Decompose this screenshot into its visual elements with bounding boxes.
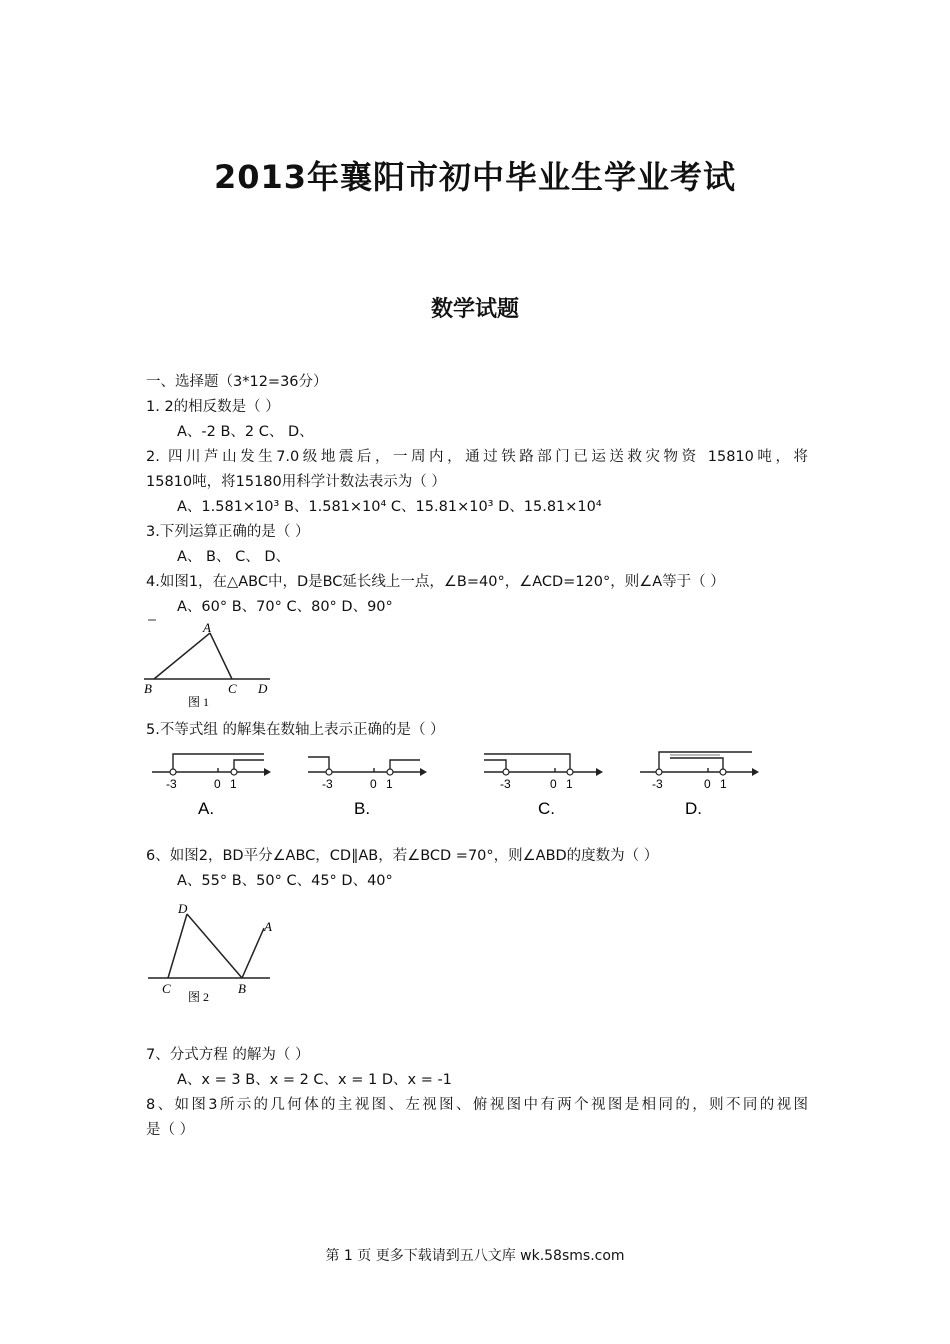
q1-stem: 1. 2的相反数是（ ）	[146, 399, 280, 415]
q6-stem: 6、如图2，BD平分∠ABC，CD∥AB，若∠BCD =70°，则∠ABD的度数为（ ）	[146, 848, 659, 864]
q4-options: A、60° B、70° C、80° D、90°	[177, 599, 393, 615]
c-tick-1: 1	[566, 777, 573, 791]
figure-2-diagram	[140, 898, 290, 1008]
a-choice-label: A.	[198, 799, 215, 818]
fig2-caption: 图 2	[188, 990, 210, 1004]
d-tick-0: 0	[704, 777, 711, 791]
fig2-label-d: D	[178, 901, 188, 916]
fig1-caption: 图 1	[188, 695, 210, 709]
fig1-label-b: B	[144, 681, 152, 696]
figure-1-triangle	[140, 616, 290, 716]
d-tick-1: 1	[720, 777, 727, 791]
a-tick-0: 0	[214, 777, 221, 791]
number-line-c	[484, 754, 603, 818]
q5-stem: 5.不等式组 的解集在数轴上表示正确的是（ ）	[146, 722, 445, 738]
exam-subtitle: 数学试题	[430, 297, 519, 322]
d-choice-label: D.	[685, 799, 702, 818]
fig2-label-a: A	[264, 919, 272, 934]
number-line-d	[640, 752, 759, 818]
c-tick-minus3: -3	[500, 777, 511, 791]
q5-number-lines	[140, 742, 780, 824]
number-line-b	[308, 757, 427, 818]
q8-line2: 是（ ）	[146, 1122, 195, 1138]
q3-stem: 3.下列运算正确的是（ ）	[146, 524, 310, 540]
fig1-label-c: C	[228, 681, 237, 696]
q6-options: A、55° B、50° C、45° D、40°	[177, 873, 393, 889]
fig1-label-d: D	[258, 681, 268, 696]
b-tick-0: 0	[370, 777, 377, 791]
c-choice-label: C.	[538, 799, 555, 818]
q1-options: A、-2 B、2 C、 D、	[177, 424, 314, 440]
fig1-label-a: A	[203, 620, 211, 635]
b-choice-label: B.	[354, 799, 371, 818]
q7-stem: 7、分式方程 的解为（ ）	[146, 1047, 310, 1063]
q4-stem: 4.如图1，在△ABC中，D是BC延长线上一点，∠B=40°，∠ACD=120°，则∠A等于（ ）	[146, 574, 725, 590]
b-tick-minus3: -3	[322, 777, 333, 791]
b-tick-1: 1	[386, 777, 393, 791]
section-heading: 一、选择题（3*12=36分）	[146, 374, 328, 390]
d-tick-minus3: -3	[652, 777, 663, 791]
fig2-label-b: B	[238, 981, 246, 996]
q2-line1: 2. 四川芦山发生7.0级地震后，一周内，通过铁路部门已运送救灾物资 15810吨，将	[146, 449, 808, 465]
q3-options: A、 B、 C、 D、	[177, 549, 290, 565]
q8-line1: 8、如图3所示的几何体的主视图、左视图、俯视图中有两个视图是相同的，则不同的视图	[146, 1097, 808, 1113]
fig2-label-c: C	[162, 981, 171, 996]
exam-title: 2013年襄阳市初中毕业生学业考试	[213, 158, 737, 196]
q7-options: A、x = 3 B、x = 2 C、x = 1 D、x = -1	[177, 1072, 452, 1088]
a-tick-minus3: -3	[166, 777, 177, 791]
q2-line2: 15810吨，将15180用科学计数法表示为（ ）	[146, 474, 446, 490]
c-tick-0: 0	[550, 777, 557, 791]
page-footer: 第 1 页 更多下载请到五八文库 wk.58sms.com	[325, 1248, 625, 1264]
a-tick-1: 1	[230, 777, 237, 791]
q2-options: A、1.581×10³ B、1.581×10⁴ C、15.81×10³ D、15.81×10⁴	[177, 499, 602, 515]
number-line-a	[152, 754, 271, 818]
